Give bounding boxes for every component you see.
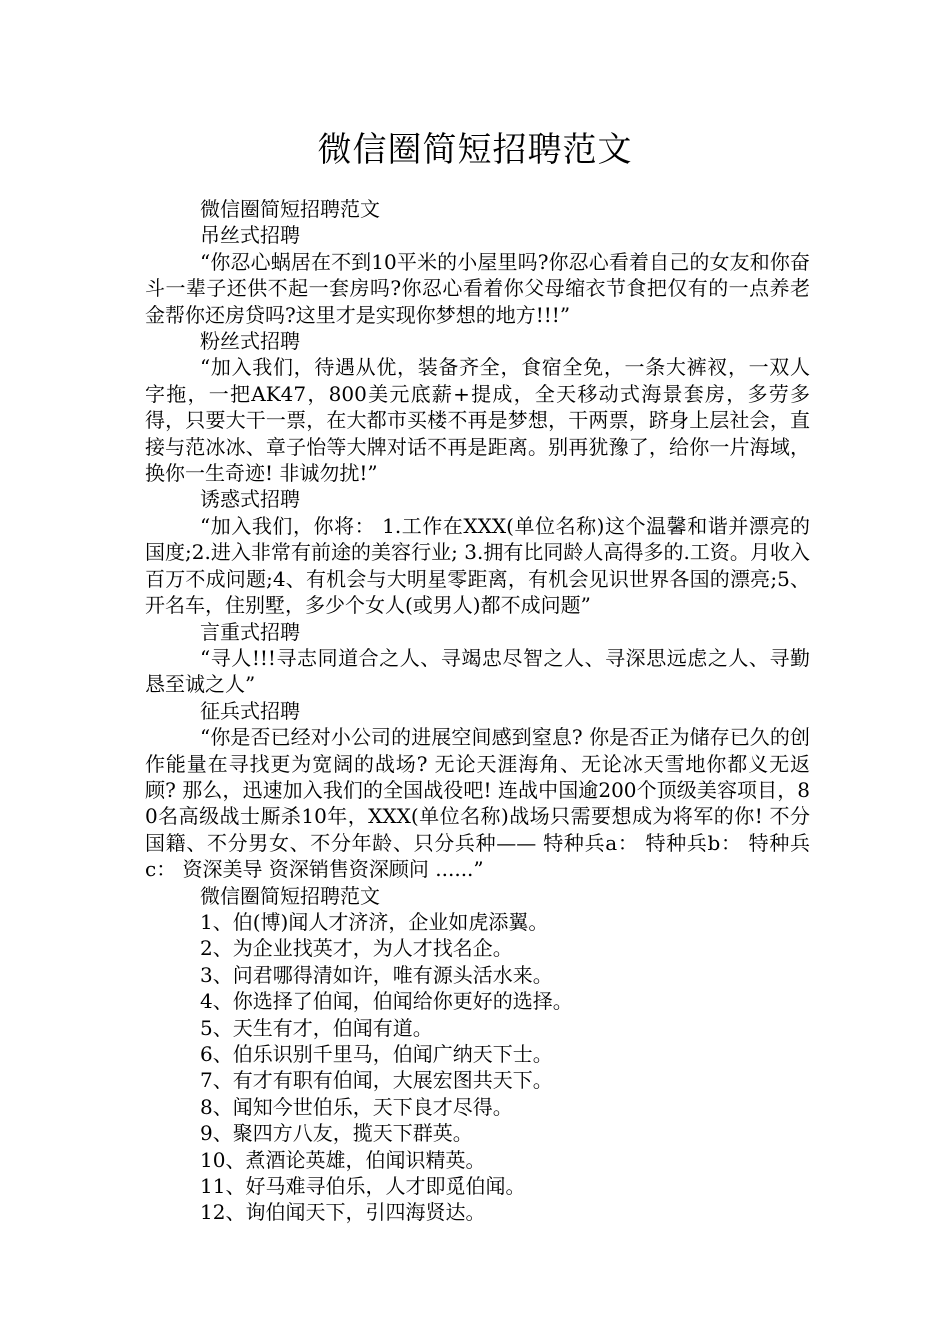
list-item: 7、有才有职有伯闻，大展宏图共天下。 — [200, 1068, 553, 1093]
section-heading: 诱惑式招聘 — [200, 487, 300, 512]
paragraph: “你是否已经对小公司的进展空间感到窒息? 你是否正为储存已久的创作能量在寻找更为宽阔的战场? 无论天涯海角、无论冰天雪地你都义无返顾? 那么，迅速加入我们的全国战役吧! 连战中国逾200个顶级美容项目，80名高级战士厮杀10年，XXX(单位名称)战场只需要想成为将军的你! 不分国籍、不分男女、不分年龄、只分兵种—— 特种兵a： 特种兵b： 特种兵c： 资深美导 资深销售资深顾问 ......” — [145, 725, 810, 882]
paragraph: 微信圈简短招聘范文 — [200, 197, 380, 221]
section-heading: 吊丝式招聘 — [200, 223, 300, 248]
paragraph: “寻人!!!寻志同道合之人、寻竭忠尽智之人、寻深思远虑之人、寻勤恳至诚之人” — [145, 645, 810, 697]
section-heading: 微信圈简短招聘范文 — [200, 883, 380, 908]
list-item: 2、为企业找英才，为人才找名企。 — [200, 936, 513, 961]
list-item: 4、你选择了伯闻，伯闻给你更好的选择。 — [200, 989, 573, 1014]
section-heading: 粉丝式招聘 — [200, 329, 300, 354]
list-item: 6、伯乐识别千里马，伯闻广纳天下士。 — [200, 1042, 553, 1066]
list-item: 1、伯(博)闻人才济济，企业如虎添翼。 — [200, 909, 549, 934]
list-item: 8、闻知今世伯乐，天下良才尽得。 — [200, 1094, 513, 1119]
paragraph: “你忍心蜗居在不到10平米的小屋里吗?你忍心看着自己的女友和你奋斗一辈子还供不起一套房吗?你忍心看着你父母缩衣节食把仅有的一点养老金帮你还房贷吗?这里才是实现你梦想的地方!!!” — [145, 249, 810, 327]
paragraph: “加入我们，你将： 1.工作在XXX(单位名称)这个温馨和谐并漂亮的国度;2.进入非常有前途的美容行业; 3.拥有比同龄人高得多的.工资。月收入百万不成问题;4、有机会与大明星零距离，有机会见识世界各国的漂亮;5、开名车，住别墅，多少个女人(或男人)都不成问题” — [145, 513, 810, 618]
section-heading: 征兵式招聘 — [200, 698, 300, 723]
list-item: 12、询伯闻天下，引四海贤达。 — [200, 1200, 486, 1225]
list-item: 10、煮酒论英雄，伯闻识精英。 — [200, 1147, 486, 1172]
paragraph: “加入我们，待遇从优，装备齐全，食宿全免，一条大裤衩，一双人字拖，一把AK47，800美元底薪+提成，全天移动式海景套房，多劳多得，只要大干一票，在大都市买楼不再是梦想，干两票，跻身上层社会，直接与范冰冰、章子怡等大牌对话不再是距离。别再犹豫了，给你一片海域，换你一生奇迹! 非诚勿扰!” — [145, 355, 810, 486]
section-heading: 言重式招聘 — [200, 619, 300, 644]
list-item: 9、聚四方八友，揽天下群英。 — [200, 1121, 473, 1146]
document-body — [145, 196, 810, 1226]
list-item: 11、好马难寻伯乐，人才即觅伯闻。 — [200, 1174, 526, 1199]
list-item: 3、问君哪得清如许，唯有源头活水来。 — [200, 962, 553, 987]
list-item: 5、天生有才，伯闻有道。 — [200, 1015, 433, 1040]
document-title: 微信圈简短招聘范文 — [317, 130, 633, 170]
